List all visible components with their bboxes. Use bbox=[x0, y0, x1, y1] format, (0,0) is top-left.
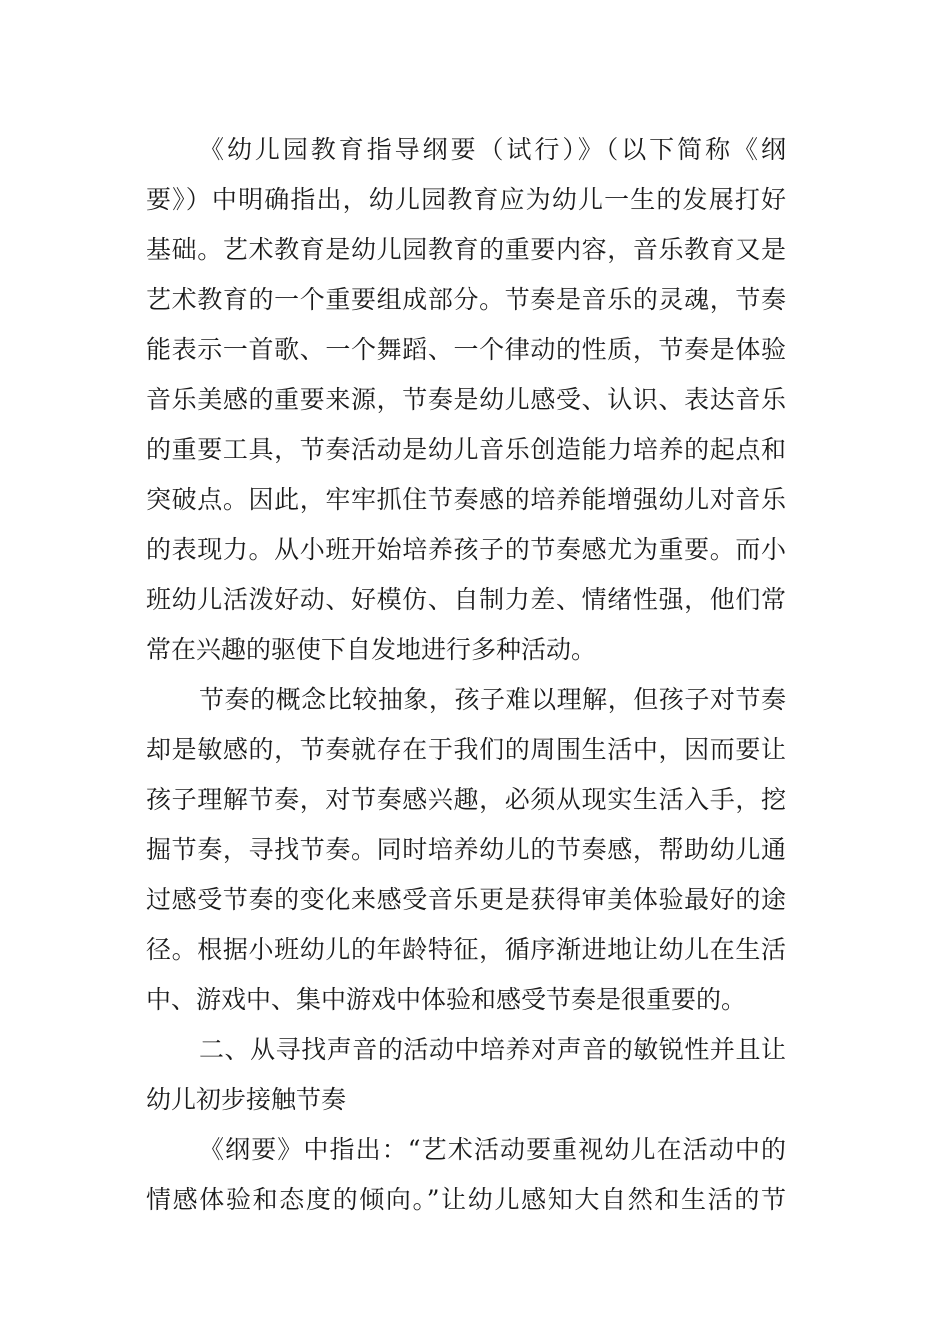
section-heading-line-2: 幼儿初步接触节奏 bbox=[146, 1085, 347, 1114]
paragraph-1-line-4: 艺术教育的一个重要组成部分。节奏是音乐的灵魂，节奏 bbox=[146, 285, 786, 314]
paragraph-1-line-1: 《幼儿园教育指导纲要（试行）》（以下简称《纲 bbox=[199, 135, 786, 164]
paragraph-1-line-8: 突破点。因此，牢牢抓住节奏感的培养能增强幼儿对音乐 bbox=[146, 485, 786, 514]
paragraph-1-line-10: 班幼儿活泼好动、好模仿、自制力差、情绪性强，他们常 bbox=[146, 585, 786, 614]
paragraph-2-line-6: 径。根据小班幼儿的年龄特征，循序渐进地让幼儿在生活 bbox=[146, 935, 786, 964]
paragraph-1-line-2: 要》）中明确指出，幼儿园教育应为幼儿一生的发展打好 bbox=[146, 185, 786, 214]
paragraph-2-line-5: 过感受节奏的变化来感受音乐更是获得审美体验最好的途 bbox=[146, 885, 786, 914]
paragraph-2-line-4: 掘节奏，寻找节奏。同时培养幼儿的节奏感，帮助幼儿通 bbox=[146, 835, 786, 864]
paragraph-2-line-7: 中、游戏中、集中游戏中体验和感受节奏是很重要的。 bbox=[146, 985, 747, 1014]
paragraph-1-line-6: 音乐美感的重要来源，节奏是幼儿感受、认识、表达音乐 bbox=[146, 385, 786, 414]
paragraph-3-line-2: 情感体验和态度的倾向。”让幼儿感知大自然和生活的节 bbox=[146, 1185, 786, 1214]
paragraph-2-line-1: 节奏的概念比较抽象，孩子难以理解，但孩子对节奏 bbox=[199, 685, 786, 714]
paragraph-1-line-3: 基础。艺术教育是幼儿园教育的重要内容，音乐教育又是 bbox=[146, 235, 786, 264]
section-heading-line-1: 二、从寻找声音的活动中培养对声音的敏锐性并且让 bbox=[199, 1035, 786, 1064]
paragraph-1-line-5: 能表示一首歌、一个舞蹈、一个律动的性质，节奏是体验 bbox=[146, 335, 786, 364]
paragraph-3-line-1: 《纲要》中指出：“艺术活动要重视幼儿在活动中的 bbox=[199, 1135, 786, 1164]
paragraph-1-line-9: 的表现力。从小班开始培养孩子的节奏感尤为重要。而小 bbox=[146, 535, 786, 564]
document-body bbox=[146, 125, 786, 1225]
paragraph-2-line-3: 孩子理解节奏，对节奏感兴趣，必须从现实生活入手，挖 bbox=[146, 785, 786, 814]
paragraph-1-line-7: 的重要工具，节奏活动是幼儿音乐创造能力培养的起点和 bbox=[146, 435, 786, 464]
paragraph-2-line-2: 却是敏感的，节奏就存在于我们的周围生活中，因而要让 bbox=[146, 735, 786, 764]
paragraph-1-line-11: 常在兴趣的驱使下自发地进行多种活动。 bbox=[146, 635, 597, 664]
